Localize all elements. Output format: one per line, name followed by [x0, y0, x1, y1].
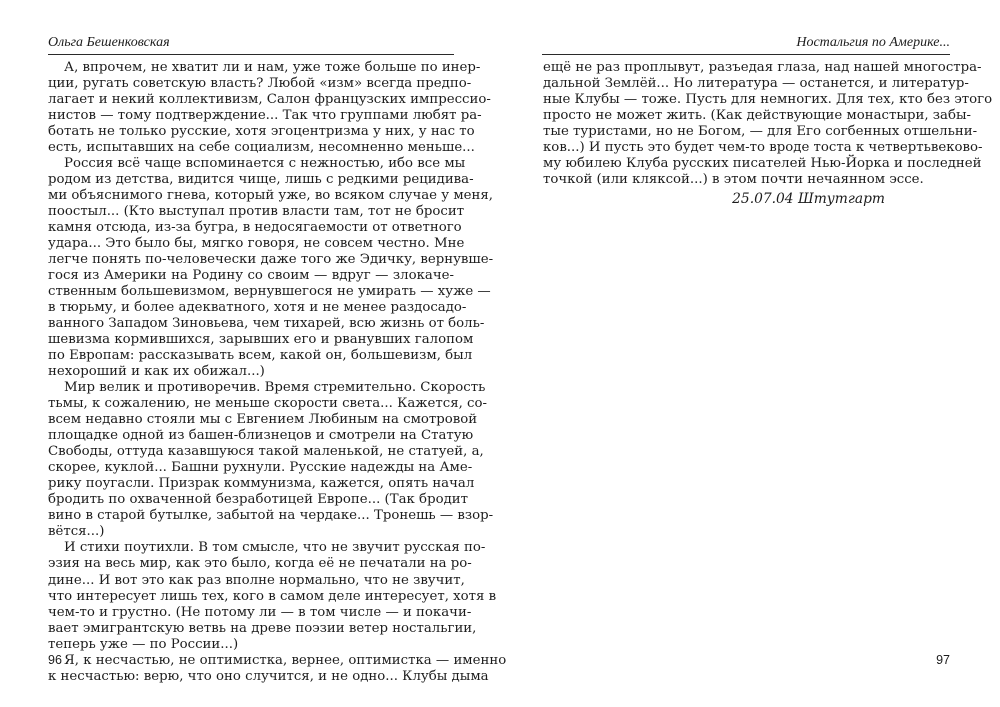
text-line: теперь уже — по России...) [48, 636, 239, 652]
page-number-right: 97 [936, 653, 950, 667]
text-line: нистов — тому подтверждение... Так что группами любят ра- [48, 108, 482, 124]
text-line: ещё не раз проплывут, разъедая глаза, над нашей многостра- [543, 60, 982, 75]
text-line: к несчастью: верю, что оно случится, и не одно... Клубы дыма [48, 668, 489, 684]
running-header-left: Ольга Бешенковская [48, 34, 454, 55]
text-line: есть, испытавших на себе социализм, несомненно меньше... [48, 140, 475, 156]
text-line: ванного Западом Зиновьева, чем тихарей, всю жизнь от боль- [48, 316, 485, 332]
text-line: ции, ругать советскую власть? Любой «изм» всегда предпо- [48, 76, 472, 92]
text-line: нехороший и как их обижал...) [48, 364, 265, 380]
page-number-left: 96 [48, 653, 62, 667]
text-line: точкой (или кляксой...) в этом почти нечаянном эссе. [543, 172, 924, 188]
text-line: всем недавно стояли мы с Евгением Любиным на смотровой [48, 412, 478, 428]
text-line: бродить по охваченной безработицей Европе... (Так бродит [48, 492, 468, 508]
text-line: шевизма кормившихся, зарывших его и рванувших галопом [48, 332, 474, 348]
signature-date-place: 25.07.04 Штутгарт [732, 191, 885, 208]
text-line: дине... И вот это как раз вполне нормально, что не звучит, [48, 572, 465, 588]
text-line: легче понять по-человечески даже того же Эдичку, вернувше- [48, 252, 494, 268]
right-page-text [543, 60, 993, 208]
left-page-text [48, 60, 507, 685]
text-line: дальной Землёй... Но литература — останется, и литератур- [543, 76, 969, 92]
text-line: ные Клубы — тоже. Пусть для немногих. Для тех, кто без этого [543, 92, 993, 108]
text-line: му юбилею Клуба русских писателей Нью-Йорка и последней [543, 156, 982, 172]
text-line: ми объяснимого гнева, который уже, во всяком случае у меня, [48, 188, 494, 204]
text-line: Свободы, оттуда казавшуюся такой маленькой, не статуей, а, [48, 444, 484, 460]
text-line: удара... Это было бы, мягко говоря, не совсем честно. Мне [48, 236, 465, 252]
text-line: вает эмигрантскую ветвь на древе поэзии ветер ностальгии, [48, 620, 477, 636]
running-header-right: Ностальгия по Америке... [542, 34, 950, 55]
text-line: камня отсюда, из-за бугра, в недосягаемости от ответного [48, 220, 462, 236]
text-line: вётся...) [48, 524, 105, 540]
text-line: площадке одной из башен-близнецов и смотрели на Статую [48, 428, 474, 444]
text-line: И стихи поутихли. В том смысле, что не звучит русская по- [64, 540, 486, 556]
text-line: Мир велик и противоречив. Время стремительно. Скорость [64, 380, 486, 396]
text-line: вино в старой бутылке, забытой на чердаке... Тронешь — взор- [48, 508, 494, 524]
text-line: что интересует лишь тех, кого в самом деле интересует, хотя в [48, 588, 497, 604]
text-line: скорее, куклой... Башни рухнули. Русские надежды на Аме- [48, 460, 473, 476]
text-line: чем-то и грустно. (Не потому ли — в том числе — и покачи- [48, 604, 472, 620]
text-line: просто не может жить. (Как действующие монастыри, забы- [543, 108, 972, 124]
text-line: эзия на весь мир, как это было, когда её не печатали на ро- [48, 556, 472, 572]
text-line: тые туристами, но не Богом, — для Его согбенных отшельни- [543, 124, 978, 140]
text-line: в тюрьму, и более адекватного, хотя и не менее раздосадо- [48, 300, 467, 316]
text-line: ботать не только русские, хотя эгоцентризма у них, у нас то [48, 124, 475, 140]
text-line: гося из Америки на Родину со своим — вдруг — злокаче- [48, 268, 454, 284]
text-line: по Европам: рассказывать всем, какой он, большевизм, был [48, 348, 473, 364]
text-line: Я, к несчастью, не оптимистка, вернее, оптимистка — именно [64, 652, 507, 668]
text-line: лагает и некий коллективизм, Салон французских импрессио- [48, 92, 491, 108]
text-line: Россия всё чаще вспоминается с нежностью, ибо все мы [64, 156, 466, 172]
text-line: А, впрочем, не хватит ли и нам, уже тоже больше по инер- [64, 60, 481, 75]
text-line: ственным большевизмом, вернувшегося не умирать — хуже — [48, 284, 491, 300]
text-line: родом из детства, видится чище, лишь с редкими рецидива- [48, 172, 474, 188]
text-line: поостыл... (Кто выступал против власти там, тот не бросит [48, 204, 465, 220]
right-page [500, 0, 1000, 707]
text-line: тьмы, к сожалению, не меньше скорости света... Кажется, со- [48, 396, 487, 412]
text-line: рику поугасли. Призрак коммунизма, кажется, опять начал [48, 476, 475, 492]
text-line: ков...) И пусть это будет чем-то вроде тоста к четвертьвеково- [543, 140, 983, 156]
